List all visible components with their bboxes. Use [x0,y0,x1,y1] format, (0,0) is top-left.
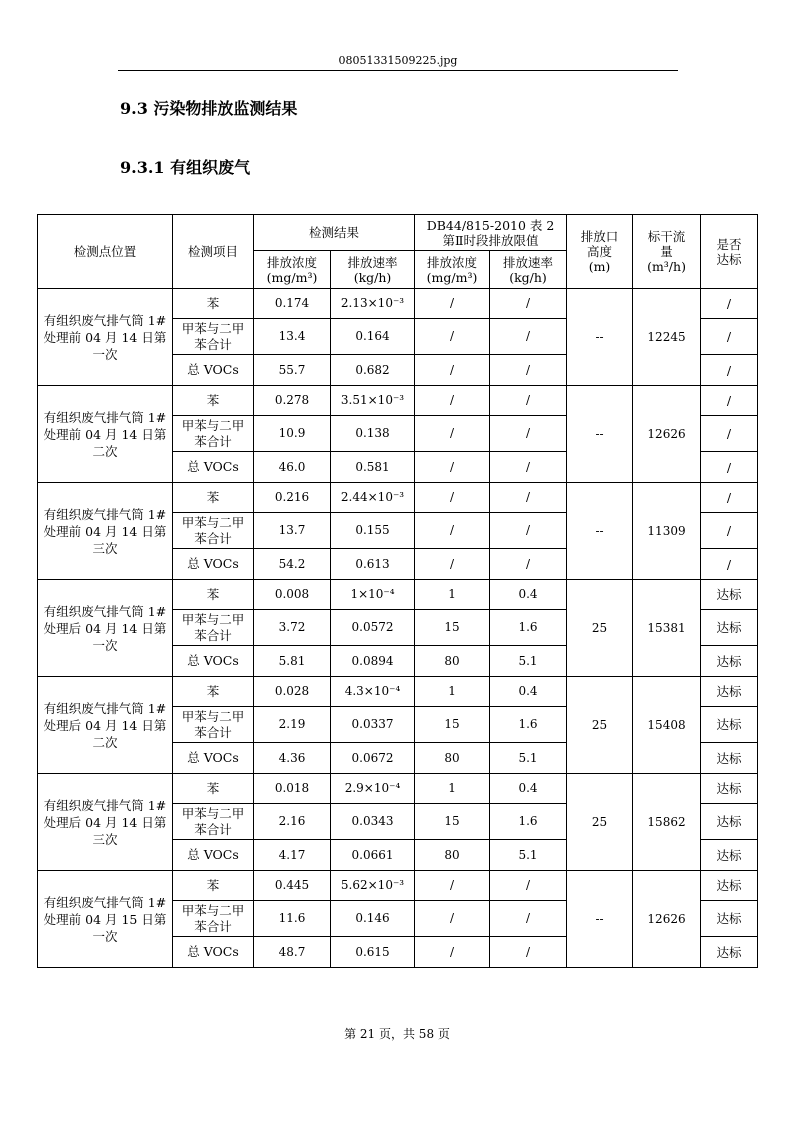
results-table [37,214,758,968]
rate-cell: 0.613 [331,549,415,580]
limit-rate-cell: / [490,901,567,937]
compliance-cell: 达标 [701,871,758,901]
flow-cell: 12626 [633,871,701,968]
conc-cell: 0.174 [254,289,331,319]
header-flow: 标干流量 (m³/h) [633,215,701,289]
rate-cell: 0.0661 [331,840,415,871]
flow-cell: 12245 [633,289,701,386]
item-cell: 总 VOCs [173,646,254,677]
compliance-cell: / [701,386,758,416]
page-footer: 第 21 页，共 58 页 [344,1027,450,1041]
limit-rate-cell: 1.6 [490,707,567,743]
header-outlet-height: 排放口高度 (m) [567,215,633,289]
item-cell: 苯 [173,774,254,804]
compliance-cell: / [701,483,758,513]
section-heading: 9.3 污染物排放监测结果 [120,99,298,118]
location-cell: 有组织废气排气筒 1# 处理后 04 月 14 日第一次 [38,580,173,677]
compliance-cell: 达标 [701,610,758,646]
table-row [38,774,758,804]
rate-cell: 0.146 [331,901,415,937]
limit-conc-cell: 80 [415,743,490,774]
outlet-height-cell: 25 [567,774,633,871]
conc-cell: 13.4 [254,319,331,355]
compliance-cell: 达标 [701,937,758,968]
limit-rate-cell: / [490,871,567,901]
compliance-cell: / [701,319,758,355]
conc-cell: 10.9 [254,416,331,452]
conc-cell: 0.028 [254,677,331,707]
limit-conc-cell: 15 [415,707,490,743]
rate-cell: 0.581 [331,452,415,483]
rate-cell: 2.44×10⁻³ [331,483,415,513]
location-cell: 有组织废气排气筒 1# 处理前 04 月 14 日第二次 [38,386,173,483]
compliance-cell: / [701,452,758,483]
rate-cell: 2.9×10⁻⁴ [331,774,415,804]
rate-cell: 0.682 [331,355,415,386]
location-cell: 有组织废气排气筒 1# 处理后 04 月 14 日第二次 [38,677,173,774]
rate-cell: 0.0572 [331,610,415,646]
limit-conc-cell: 15 [415,804,490,840]
compliance-cell: 达标 [701,646,758,677]
location-cell: 有组织废气排气筒 1# 处理前 04 月 14 日第三次 [38,483,173,580]
location-cell: 有组织废气排气筒 1# 处理前 04 月 15 日第一次 [38,871,173,968]
location-cell: 有组织废气排气筒 1# 处理后 04 月 14 日第三次 [38,774,173,871]
limit-rate-cell: 5.1 [490,743,567,774]
table-row [38,289,758,319]
conc-cell: 4.17 [254,840,331,871]
item-cell: 总 VOCs [173,743,254,774]
item-cell: 甲苯与二甲苯合计 [173,416,254,452]
conc-cell: 0.278 [254,386,331,416]
conc-cell: 5.81 [254,646,331,677]
table-row [38,580,758,610]
flow-cell: 15408 [633,677,701,774]
table-row [38,871,758,901]
limit-conc-cell: 1 [415,580,490,610]
outlet-height-cell: -- [567,386,633,483]
rate-cell: 0.164 [331,319,415,355]
limit-conc-cell: / [415,319,490,355]
compliance-cell: 达标 [701,707,758,743]
conc-cell: 11.6 [254,901,331,937]
outlet-height-cell: 25 [567,580,633,677]
rate-cell: 0.155 [331,513,415,549]
rate-cell: 4.3×10⁻⁴ [331,677,415,707]
limit-conc-cell: 80 [415,840,490,871]
conc-cell: 0.008 [254,580,331,610]
outlet-height-cell: 25 [567,677,633,774]
limit-conc-cell: / [415,416,490,452]
conc-cell: 46.0 [254,452,331,483]
rate-cell: 2.13×10⁻³ [331,289,415,319]
limit-rate-cell: / [490,386,567,416]
compliance-cell: / [701,289,758,319]
rate-cell: 5.62×10⁻³ [331,871,415,901]
table-row [38,677,758,707]
compliance-cell: 达标 [701,840,758,871]
item-cell: 苯 [173,580,254,610]
header-limit-conc: 排放浓度 (mg/m³) [415,251,490,289]
table-row [38,483,758,513]
limit-conc-cell: / [415,871,490,901]
item-cell: 甲苯与二甲苯合计 [173,610,254,646]
limit-conc-cell: / [415,386,490,416]
compliance-cell: / [701,416,758,452]
rate-cell: 3.51×10⁻³ [331,386,415,416]
limit-conc-cell: / [415,513,490,549]
compliance-cell: / [701,355,758,386]
item-cell: 苯 [173,289,254,319]
limit-rate-cell: / [490,513,567,549]
limit-conc-cell: / [415,452,490,483]
item-cell: 苯 [173,386,254,416]
conc-cell: 48.7 [254,937,331,968]
limit-rate-cell: 0.4 [490,580,567,610]
limit-rate-cell: / [490,289,567,319]
subsection-heading: 9.3.1 有组织废气 [120,158,251,177]
compliance-cell: / [701,549,758,580]
header-conc: 排放浓度 (mg/m³) [254,251,331,289]
rate-cell: 0.138 [331,416,415,452]
flow-cell: 12626 [633,386,701,483]
header-limit: DB44/815-2010 表 2 第Ⅱ时段排放限值 [415,215,567,251]
compliance-cell: 达标 [701,804,758,840]
limit-rate-cell: / [490,416,567,452]
rate-cell: 0.0343 [331,804,415,840]
limit-rate-cell: 0.4 [490,774,567,804]
rate-cell: 0.0337 [331,707,415,743]
limit-rate-cell: 5.1 [490,646,567,677]
header-limit-rate: 排放速率 (kg/h) [490,251,567,289]
limit-rate-cell: / [490,483,567,513]
flow-cell: 15862 [633,774,701,871]
item-cell: 总 VOCs [173,549,254,580]
item-cell: 甲苯与二甲苯合计 [173,804,254,840]
outlet-height-cell: -- [567,483,633,580]
item-cell: 苯 [173,483,254,513]
conc-cell: 3.72 [254,610,331,646]
limit-rate-cell: 1.6 [490,610,567,646]
limit-rate-cell: 0.4 [490,677,567,707]
conc-cell: 2.19 [254,707,331,743]
compliance-cell: 达标 [701,743,758,774]
rate-cell: 0.0894 [331,646,415,677]
item-cell: 甲苯与二甲苯合计 [173,901,254,937]
rate-cell: 0.615 [331,937,415,968]
conc-cell: 2.16 [254,804,331,840]
item-cell: 总 VOCs [173,937,254,968]
limit-conc-cell: 80 [415,646,490,677]
header-rate: 排放速率 (kg/h) [331,251,415,289]
item-cell: 总 VOCs [173,452,254,483]
limit-conc-cell: 1 [415,677,490,707]
page-header-filename: 08051331509225.jpg [118,54,678,71]
compliance-cell: 达标 [701,677,758,707]
outlet-height-cell: -- [567,871,633,968]
limit-conc-cell: 15 [415,610,490,646]
limit-conc-cell: / [415,937,490,968]
conc-cell: 0.216 [254,483,331,513]
item-cell: 苯 [173,871,254,901]
header-compliance: 是否达标 [701,215,758,289]
limit-conc-cell: / [415,901,490,937]
header-results: 检测结果 [254,215,415,251]
conc-cell: 0.445 [254,871,331,901]
conc-cell: 54.2 [254,549,331,580]
limit-rate-cell: / [490,549,567,580]
rate-cell: 0.0672 [331,743,415,774]
limit-conc-cell: 1 [415,774,490,804]
item-cell: 甲苯与二甲苯合计 [173,707,254,743]
limit-rate-cell: 1.6 [490,804,567,840]
limit-conc-cell: / [415,483,490,513]
limit-conc-cell: / [415,355,490,386]
item-cell: 苯 [173,677,254,707]
compliance-cell: 达标 [701,774,758,804]
outlet-height-cell: -- [567,289,633,386]
limit-rate-cell: 5.1 [490,840,567,871]
header-item: 检测项目 [173,215,254,289]
conc-cell: 55.7 [254,355,331,386]
conc-cell: 13.7 [254,513,331,549]
conc-cell: 4.36 [254,743,331,774]
limit-rate-cell: / [490,355,567,386]
header-location: 检测点位置 [38,215,173,289]
compliance-cell: / [701,513,758,549]
limit-rate-cell: / [490,319,567,355]
limit-conc-cell: / [415,549,490,580]
table-row [38,386,758,416]
item-cell: 甲苯与二甲苯合计 [173,513,254,549]
compliance-cell: 达标 [701,901,758,937]
flow-cell: 11309 [633,483,701,580]
limit-rate-cell: / [490,937,567,968]
compliance-cell: 达标 [701,580,758,610]
flow-cell: 15381 [633,580,701,677]
item-cell: 总 VOCs [173,355,254,386]
location-cell: 有组织废气排气筒 1# 处理前 04 月 14 日第一次 [38,289,173,386]
limit-conc-cell: / [415,289,490,319]
item-cell: 甲苯与二甲苯合计 [173,319,254,355]
limit-rate-cell: / [490,452,567,483]
rate-cell: 1×10⁻⁴ [331,580,415,610]
item-cell: 总 VOCs [173,840,254,871]
conc-cell: 0.018 [254,774,331,804]
